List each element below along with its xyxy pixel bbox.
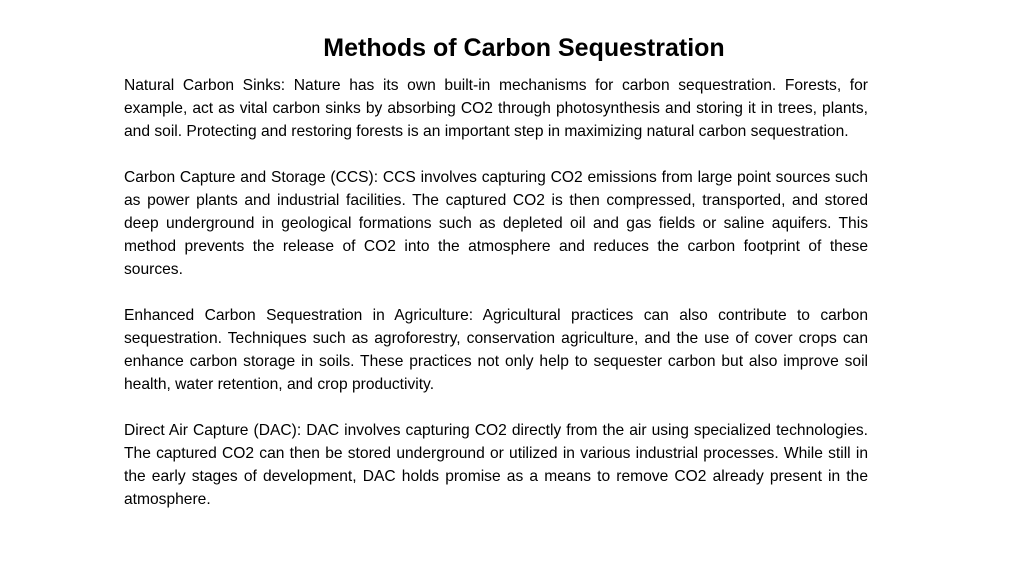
paragraph-direct-air-capture: Direct Air Capture (DAC): DAC involves capturing CO2 directly from the air using specialized technologies. The captured CO2 can then be stored underground or utilized in various industrial processes. While still in the early stages of development, DAC holds promise as a means to remove CO2 already present in the atmosphere. [124,422,868,508]
paragraph-agriculture-sequestration: Enhanced Carbon Sequestration in Agriculture: Agricultural practices can also contribute to carbon sequestration. Techniques such as agroforestry, conservation agriculture, and the use of cover crops can enhance carbon storage in soils. These practices not only help to sequester carbon but also improve soil health, water retention, and crop productivity. [124,307,868,393]
slide-body [124,74,868,534]
slide-title: Methods of Carbon Sequestration [323,34,725,62]
paragraph-carbon-capture-storage: Carbon Capture and Storage (CCS): CCS involves capturing CO2 emissions from large point sources such as power plants and industrial facilities. The captured CO2 is then compressed, transported, and stored deep underground in geological formations such as depleted oil and gas fields or saline aquifers. This method prevents the release of CO2 into the atmosphere and reduces the carbon footprint of these sources. [124,169,868,278]
paragraph-natural-carbon-sinks: Natural Carbon Sinks: Nature has its own built-in mechanisms for carbon sequestration. Forests, for example, act as vital carbon sinks by absorbing CO2 through photosynthesis and storing it in trees, plants, and soil. Protecting and restoring forests is an important step in maximizing natural carbon sequestration. [124,77,868,140]
